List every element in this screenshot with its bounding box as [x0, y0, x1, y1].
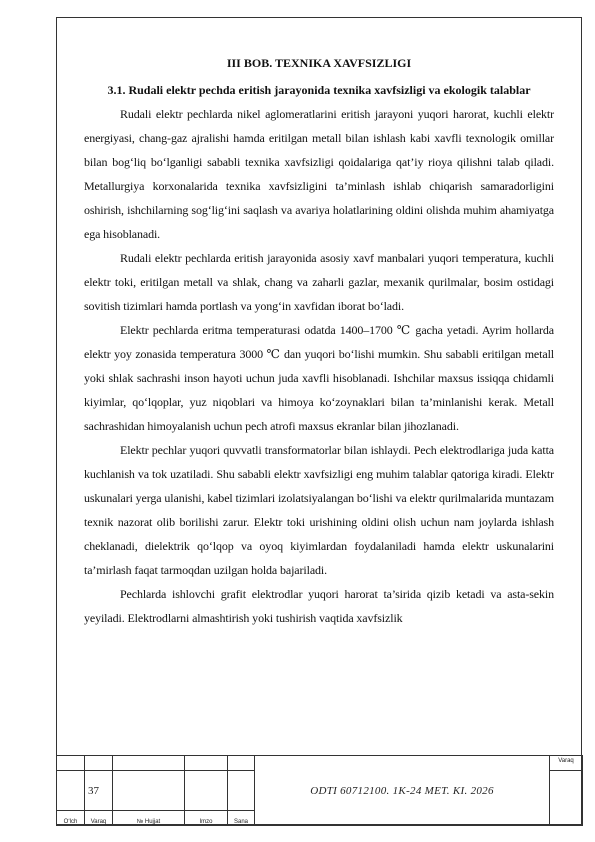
paragraph: Elektr pechlarda eritma temperaturasi odatda 1400–1700 ℃ gacha yetadi. Ayrim hollarda elektr yoy zonasida temperatura 3000 ℃ dan yuqori bo‘lishi mumkin. Shu sababli eritilgan metall yoki shlak sachrashi inson hayoti uchun juda xavfli hisoblanadi. Ishchilar maxsus issiqqa chidamli kiyimlar, qo‘lqoplar, yuz niqoblari va himoya ko‘zoynaklari bilan ta’minlanishi kerak. Metall sachrashidan himoyalanish uchun pech atrofi maxsus ekranlar bilan jihozlanadi. [84, 323, 554, 433]
title-block-stamp [56, 755, 582, 825]
col-label-imzo: Imzo [185, 811, 228, 826]
paragraph: Rudali elektr pechlarda nikel aglomeratlarini eritish jarayoni yuqori harorat, kuchli elektr energiyasi, chang-gaz ajralishi hamda eritilgan metall bilan ishlash kabi xavfli texnologik omillar bilan bog‘liq bo‘lganligi sababli texnika xavfsizligi qoidalariga qat’iy rioya qilishni talab qiladi. Metallurgiya korxonalarida texnika xavfsizligini ta’minlash ishlab chiqarish samaradorligini oshirish, ishchilarning sog‘lig‘ini saqlash va avariya holatlarining oldini olishda muhim ahamiyatga ega hisoblanadi. [84, 107, 554, 241]
paragraph: Elektr pechlar yuqori quvvatli transformatorlar bilan ishlaydi. Pech elektrodlariga juda katta kuchlanish va tok uzatiladi. Shu sababli elektr xavfsizligi eng muhim talablar qatoriga kiradi. Elektr uskunalari yerga ulanishi, kabel tizimlari izolatsiyalangan bo‘lishi va elektr qurilmalarida muntazam texnik nazorat olib borilishi zarur. Elektr toki urishining oldini olish uchun nam joylarda ishlash cheklanadi, dielektrik qo‘lqop va oyoq kiyimlardan foydalaniladi hamda elektr uskunalarini ta’mirlash faqat tarmoqdan uzilgan holda bajariladi. [84, 443, 554, 577]
document-code: ODTI 60712100. 1K-24 MET. KI. 2026 [255, 756, 550, 826]
col-label-olch: O‘lch [57, 811, 85, 826]
sheet-label: Varaq [550, 756, 583, 771]
page-number: 37 [85, 771, 113, 811]
paragraph: Rudali elektr pechlarda eritish jarayonida asosiy xavf manbalari yuqori temperatura, kuchli elektr toki, eritilgan metall va shlak, chang va zaharli gazlar, mexanik qurilmalar, bosim ostidagi sovitish tizimlari hamda portlash va yong‘in xavfidan iborat bo‘ladi. [84, 251, 554, 313]
paragraph: Pechlarda ishlovchi grafit elektrodlar yuqori harorat ta’sirida qizib ketadi va asta-sekin yeyiladi. Elektrodlarni almashtirish yoki tushirish vaqtida xavfsizlik [84, 587, 554, 625]
col-label-hujjat: № Hujjat [113, 811, 185, 826]
chapter-title: III BOB. TEXNIKA XAVFSIZLIGI [226, 56, 412, 70]
col-label-sana: Sana [228, 811, 255, 826]
document-body [84, 56, 554, 630]
section-title: 3.1. Rudali elektr pechda eritish jarayonida texnika xavfsizligi va ekologik talablar [107, 83, 531, 97]
col-label-varaq: Varaq [85, 811, 113, 826]
